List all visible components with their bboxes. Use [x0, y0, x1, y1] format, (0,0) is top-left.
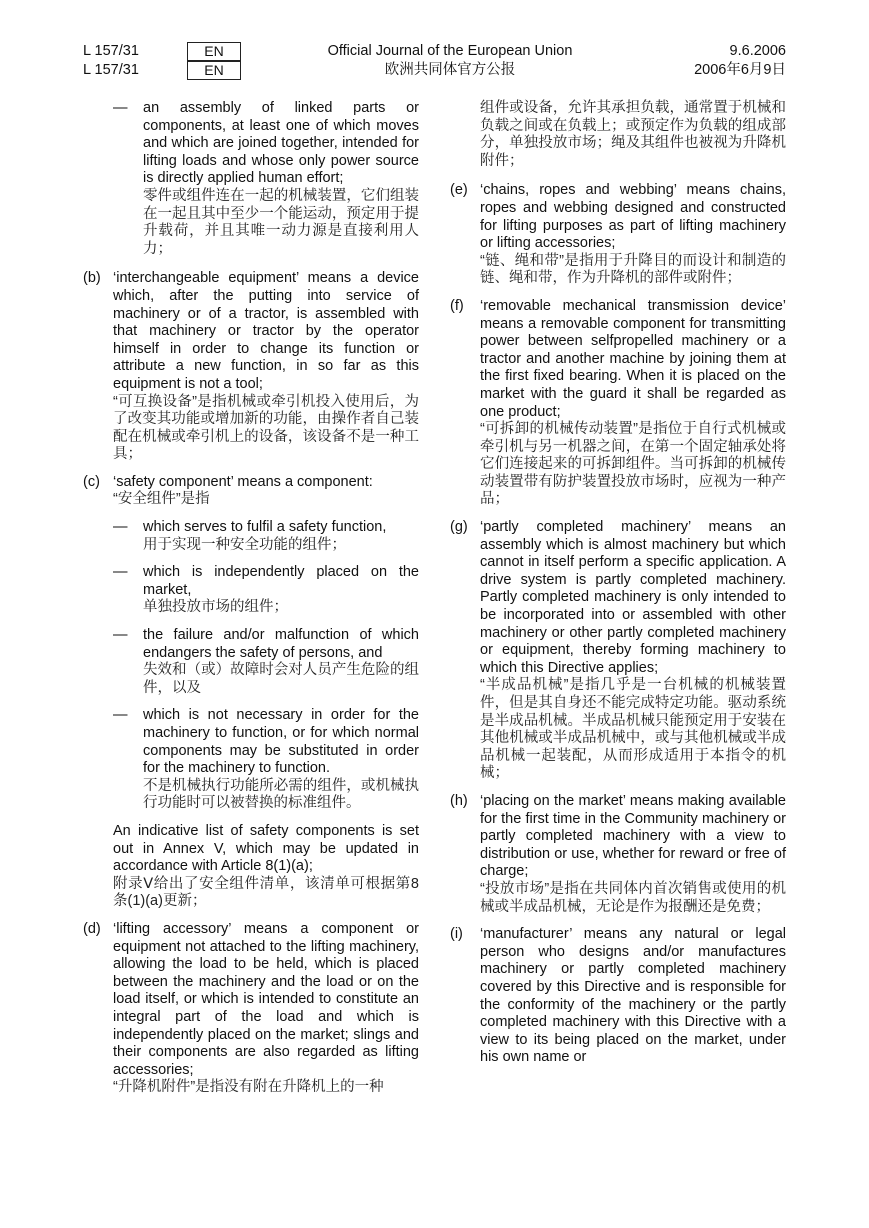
- safety-components-note-zh: 附录Ⅴ给出了安全组件清单，该清单可根据第8条(1)(a)更新；: [113, 875, 419, 910]
- definition-g: [450, 519, 786, 783]
- page-ref-en: L 157/31: [83, 43, 139, 59]
- item-label: (h): [450, 792, 468, 809]
- journal-title-en: Official Journal of the European Union: [327, 43, 573, 59]
- definition-c: [83, 474, 419, 911]
- item-label: (c): [83, 473, 100, 490]
- dash-marker: —: [113, 707, 128, 724]
- definition-b: [83, 270, 419, 464]
- sub-item-text-zh: 单独投放市场的组件；: [143, 599, 288, 616]
- item-label: (b): [83, 270, 101, 287]
- right-column: [450, 100, 786, 1067]
- definition-text-en: ‘chains, ropes and webbing’ means chains, ropes and webbing designed and constructed for lifting purposes as part of lifting machinery or lifting accessories;: [480, 182, 786, 252]
- definition-text-en: an assembly of linked parts or components, at least one of which moves and which are joined together, intended for lifting loads and whose only power source is directly applied human effort;: [143, 100, 419, 187]
- dash-marker: —: [113, 519, 128, 536]
- sub-item: [113, 627, 419, 697]
- sub-item: [113, 519, 419, 554]
- sub-item-text-en: which is not necessary in order for the machinery to function, or for which normal components may be substituted in order for the machinery to function.: [143, 707, 419, 777]
- sub-item: [113, 564, 419, 617]
- definition-text-zh: “安全组件”是指: [113, 491, 210, 508]
- sub-item-text-zh: 用于实现一种安全功能的组件；: [143, 536, 346, 553]
- definition-text-zh: 零件或组件连在一起的机械装置，它们组装在一起且其中至少一个能运动，预定用于提升载荷，并且其唯一动力源是直接利用人力；: [143, 187, 419, 257]
- definition-text-en: ‘interchangeable equipment’ means a device which, after the putting into service of machinery or of a tractor, is assembled with that machinery or tractor by the operator himself in order to change its function or attribute a new function, in so far as this equipment is not a tool;: [113, 270, 419, 392]
- journal-title-zh: 欧洲共同体官方公报: [384, 62, 516, 78]
- item-label: (g): [450, 519, 468, 536]
- dash-marker: —: [113, 100, 128, 116]
- definition-text-en: ‘removable mechanical transmission device’ means a removable component for transmitting power between selfpropelled machinery or a tractor and another machine by joining them at the first fixed bearing. When it is placed on the market with the guard it shall be regarded as one product;: [480, 297, 786, 420]
- definition-h: [450, 793, 786, 916]
- language-badge-en: EN: [187, 42, 241, 61]
- sub-item-text-en: which serves to fulfil a safety function,: [143, 519, 387, 536]
- definition-e: [450, 182, 786, 288]
- definition-text-zh: “可互换设备”是指机械或牵引机投入使用后，为了改变其功能或增加新的功能，由操作者自己装配在机械或牵引机上的设备，该设备不是一种工具；: [113, 393, 419, 463]
- page-ref-zh: L 157/31: [83, 62, 139, 78]
- definition-text-en: ‘safety component’ means a component:: [113, 473, 373, 490]
- definition-text-zh: “升降机附件”是指没有附在升降机上的一种: [113, 1079, 384, 1096]
- definition-text-zh: “可拆卸的机械传动装置”是指位于自行式机械或牵引机与另一机器之间，在第一个固定轴承处将它们连接起来的可拆卸组件。当可拆卸的机械传动装置带有防护装置投放市场时，应视为一种产品；: [480, 421, 786, 508]
- language-badge-zh: EN: [187, 61, 241, 80]
- sub-item-text-en: which is independently placed on the market,: [143, 564, 419, 598]
- definition-text-en: ‘partly completed machinery’ means an assembly which is almost machinery but which cannot in itself perform a specific application. A drive system is partly completed machinery. Partly completed machinery is only intended to be incorporated into or assembled with other machinery or other partly completed machinery or equipment, thereby forming machinery to which this Directive applies;: [480, 519, 786, 676]
- dash-marker: —: [113, 627, 128, 644]
- item-label: (i): [450, 926, 463, 943]
- definition-a-tail: [83, 100, 419, 258]
- definition-text-zh: 组件或设备，允许其承担负载，通常置于机械和负载之间或在负载上；或预定作为负载的组成部分，单独投放市场；绳及其组件也被视为升降机附件；: [480, 100, 786, 169]
- item-label: (e): [450, 182, 468, 199]
- definition-text-zh: “链、绳和带”是指用于升降目的而设计和制造的链、绳和带，作为升降机的部件或附件；: [480, 252, 786, 287]
- definition-text-en: ‘lifting accessory’ means a component or equipment not attached to the lifting machinery, allowing the load to be held, which is placed between the machinery and the load or on the load itself, or which is intended to constitute an integral part of the load and which is independently placed on the market; slings and their components are also regarded as lifting accessories;: [113, 920, 419, 1078]
- definition-f: [450, 298, 786, 509]
- sub-item: [113, 707, 419, 813]
- item-label: (d): [83, 920, 101, 937]
- definition-text-zh: “投放市场”是指在共同体内首次销售或使用的机械或半成品机械，无论是作为报酬还是免费；: [480, 880, 786, 915]
- definition-text-en: ‘manufacturer’ means any natural or legal person who designs and/or manufactures machinery or partly completed machinery covered by this Directive and is responsible for the conformity of the machinery or the partly completed machinery with this Directive with a view to its being placed on the market, under his own name or: [480, 926, 786, 1066]
- definition-text-zh: “半成品机械”是指几乎是一台机械的机械装置件，但是其自身还不能完成特定功能。驱动系统是半成品机械。半成品机械只能预定用于安装在其他机械或半成品机械中，或与其他机械或半成品机械一起装配，从而形成适用于本指令的机械；: [480, 677, 786, 782]
- item-label: (f): [450, 297, 464, 314]
- definition-i: [450, 926, 786, 1067]
- sub-item-text-en: the failure and/or malfunction of which endangers the safety of persons, and: [143, 627, 419, 661]
- issue-date-en: 9.6.2006: [729, 43, 786, 59]
- definition-text-en: ‘placing on the market’ means making available for the first time in the Community machinery or partly completed machinery with a view to distribution or use, whether for reward or free of charge;: [480, 792, 786, 880]
- sub-item-text-zh: 失效和（或）故障时会对人员产生危险的组件，以及: [143, 662, 419, 696]
- safety-components-note-en: An indicative list of safety components is set out in Annex V, which may be updated in accordance with Article 8(1)(a);: [113, 822, 419, 875]
- issue-date-zh: 2006年6月9日: [694, 62, 786, 78]
- definition-d: [83, 921, 419, 1097]
- definition-d-continued: [450, 100, 786, 170]
- sub-item-text-zh: 不是机械执行功能所必需的组件，或机械执行功能时可以被替换的标准组件。: [143, 777, 419, 812]
- left-column: [83, 100, 419, 1097]
- dash-marker: —: [113, 564, 128, 581]
